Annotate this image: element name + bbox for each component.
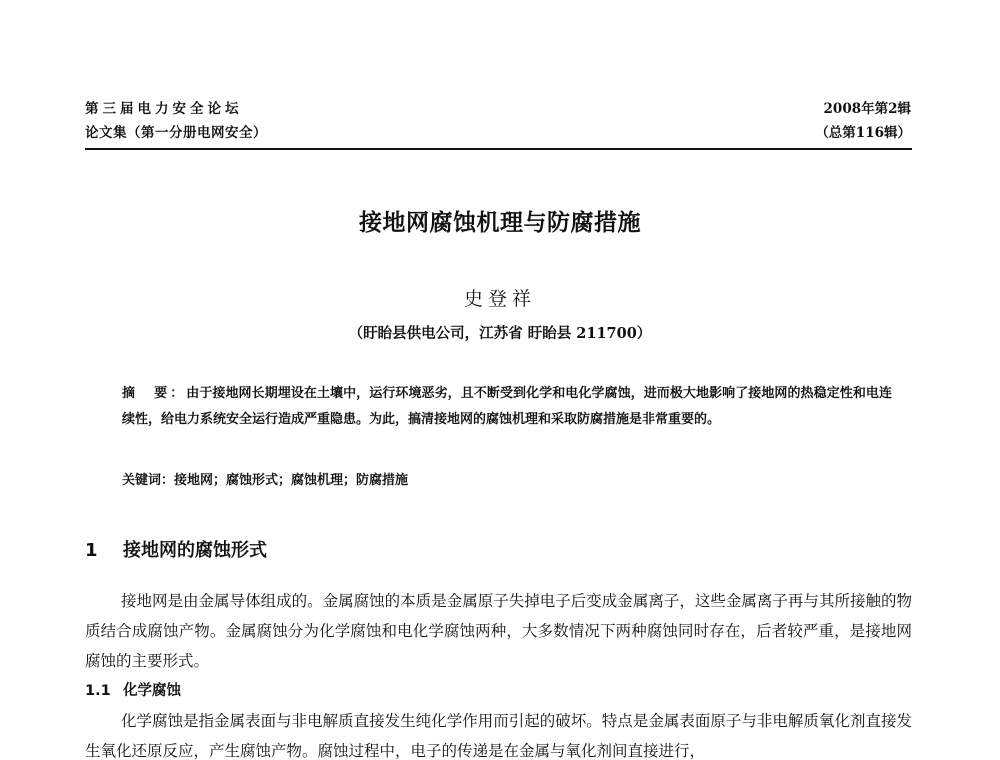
paper-title: 接地网腐蚀机理与防腐措施 (359, 210, 641, 236)
body-paragraph: 接地网是由金属导体组成的。金属腐蚀的本质是金属原子失掉电子后变成金属离子，这些金属离子再与其所接触的物质结合成腐蚀产物。金属腐蚀分为化学腐蚀和电化学腐蚀两种，大多数情况下两种腐蚀同时存在，后者较严重，是接地网腐蚀的主要形式。 (85, 592, 912, 670)
abstract-text: 由于接地网长期埋设在土壤中，运行环境恶劣，且不断受到化学和电化学腐蚀，进而极大地影响了接地网的热稳定性和电连续性，给电力系统安全运行造成严重隐患。为此，搞清接地网的腐蚀机理和采取防腐措施是非常重要的。 (122, 386, 892, 427)
body-paragraph: 化学腐蚀是指金属表面与非电解质直接发生纯化学作用而引起的破坏。特点是金属表面原子与非电解质氧化剂直接发生氧化还原反应，产生腐蚀产物。腐蚀过程中，电子的传递是在金属与氧化剂间直接进行， (85, 712, 912, 760)
author-name: 史登祥 (463, 288, 536, 310)
issue-total: （总第116辑） (815, 125, 911, 141)
subsection-title: 化学腐蚀 (123, 683, 181, 699)
journal-volume: 论文集（第一分册电网安全） (85, 125, 267, 141)
subsection-heading (85, 679, 181, 703)
keywords-text: 接地网；腐蚀形式；腐蚀机理；防腐措施 (174, 473, 409, 488)
section-number: 1 (85, 540, 98, 561)
keywords (122, 468, 892, 493)
abstract (122, 381, 892, 432)
header-rule (85, 148, 912, 150)
section-title: 接地网的腐蚀形式 (123, 540, 267, 561)
issue-number: 2008年第2辑 (823, 101, 911, 117)
abstract-label: 摘 要： (122, 386, 187, 401)
keywords-label: 关键词： (122, 473, 175, 488)
journal-name: 第三届电力安全论坛 (85, 101, 243, 117)
section-heading (85, 537, 267, 565)
subsection-number: 1.1 (85, 683, 111, 699)
author-affiliation: （盱眙县供电公司，江苏省 盱眙县 211700） (348, 325, 652, 342)
